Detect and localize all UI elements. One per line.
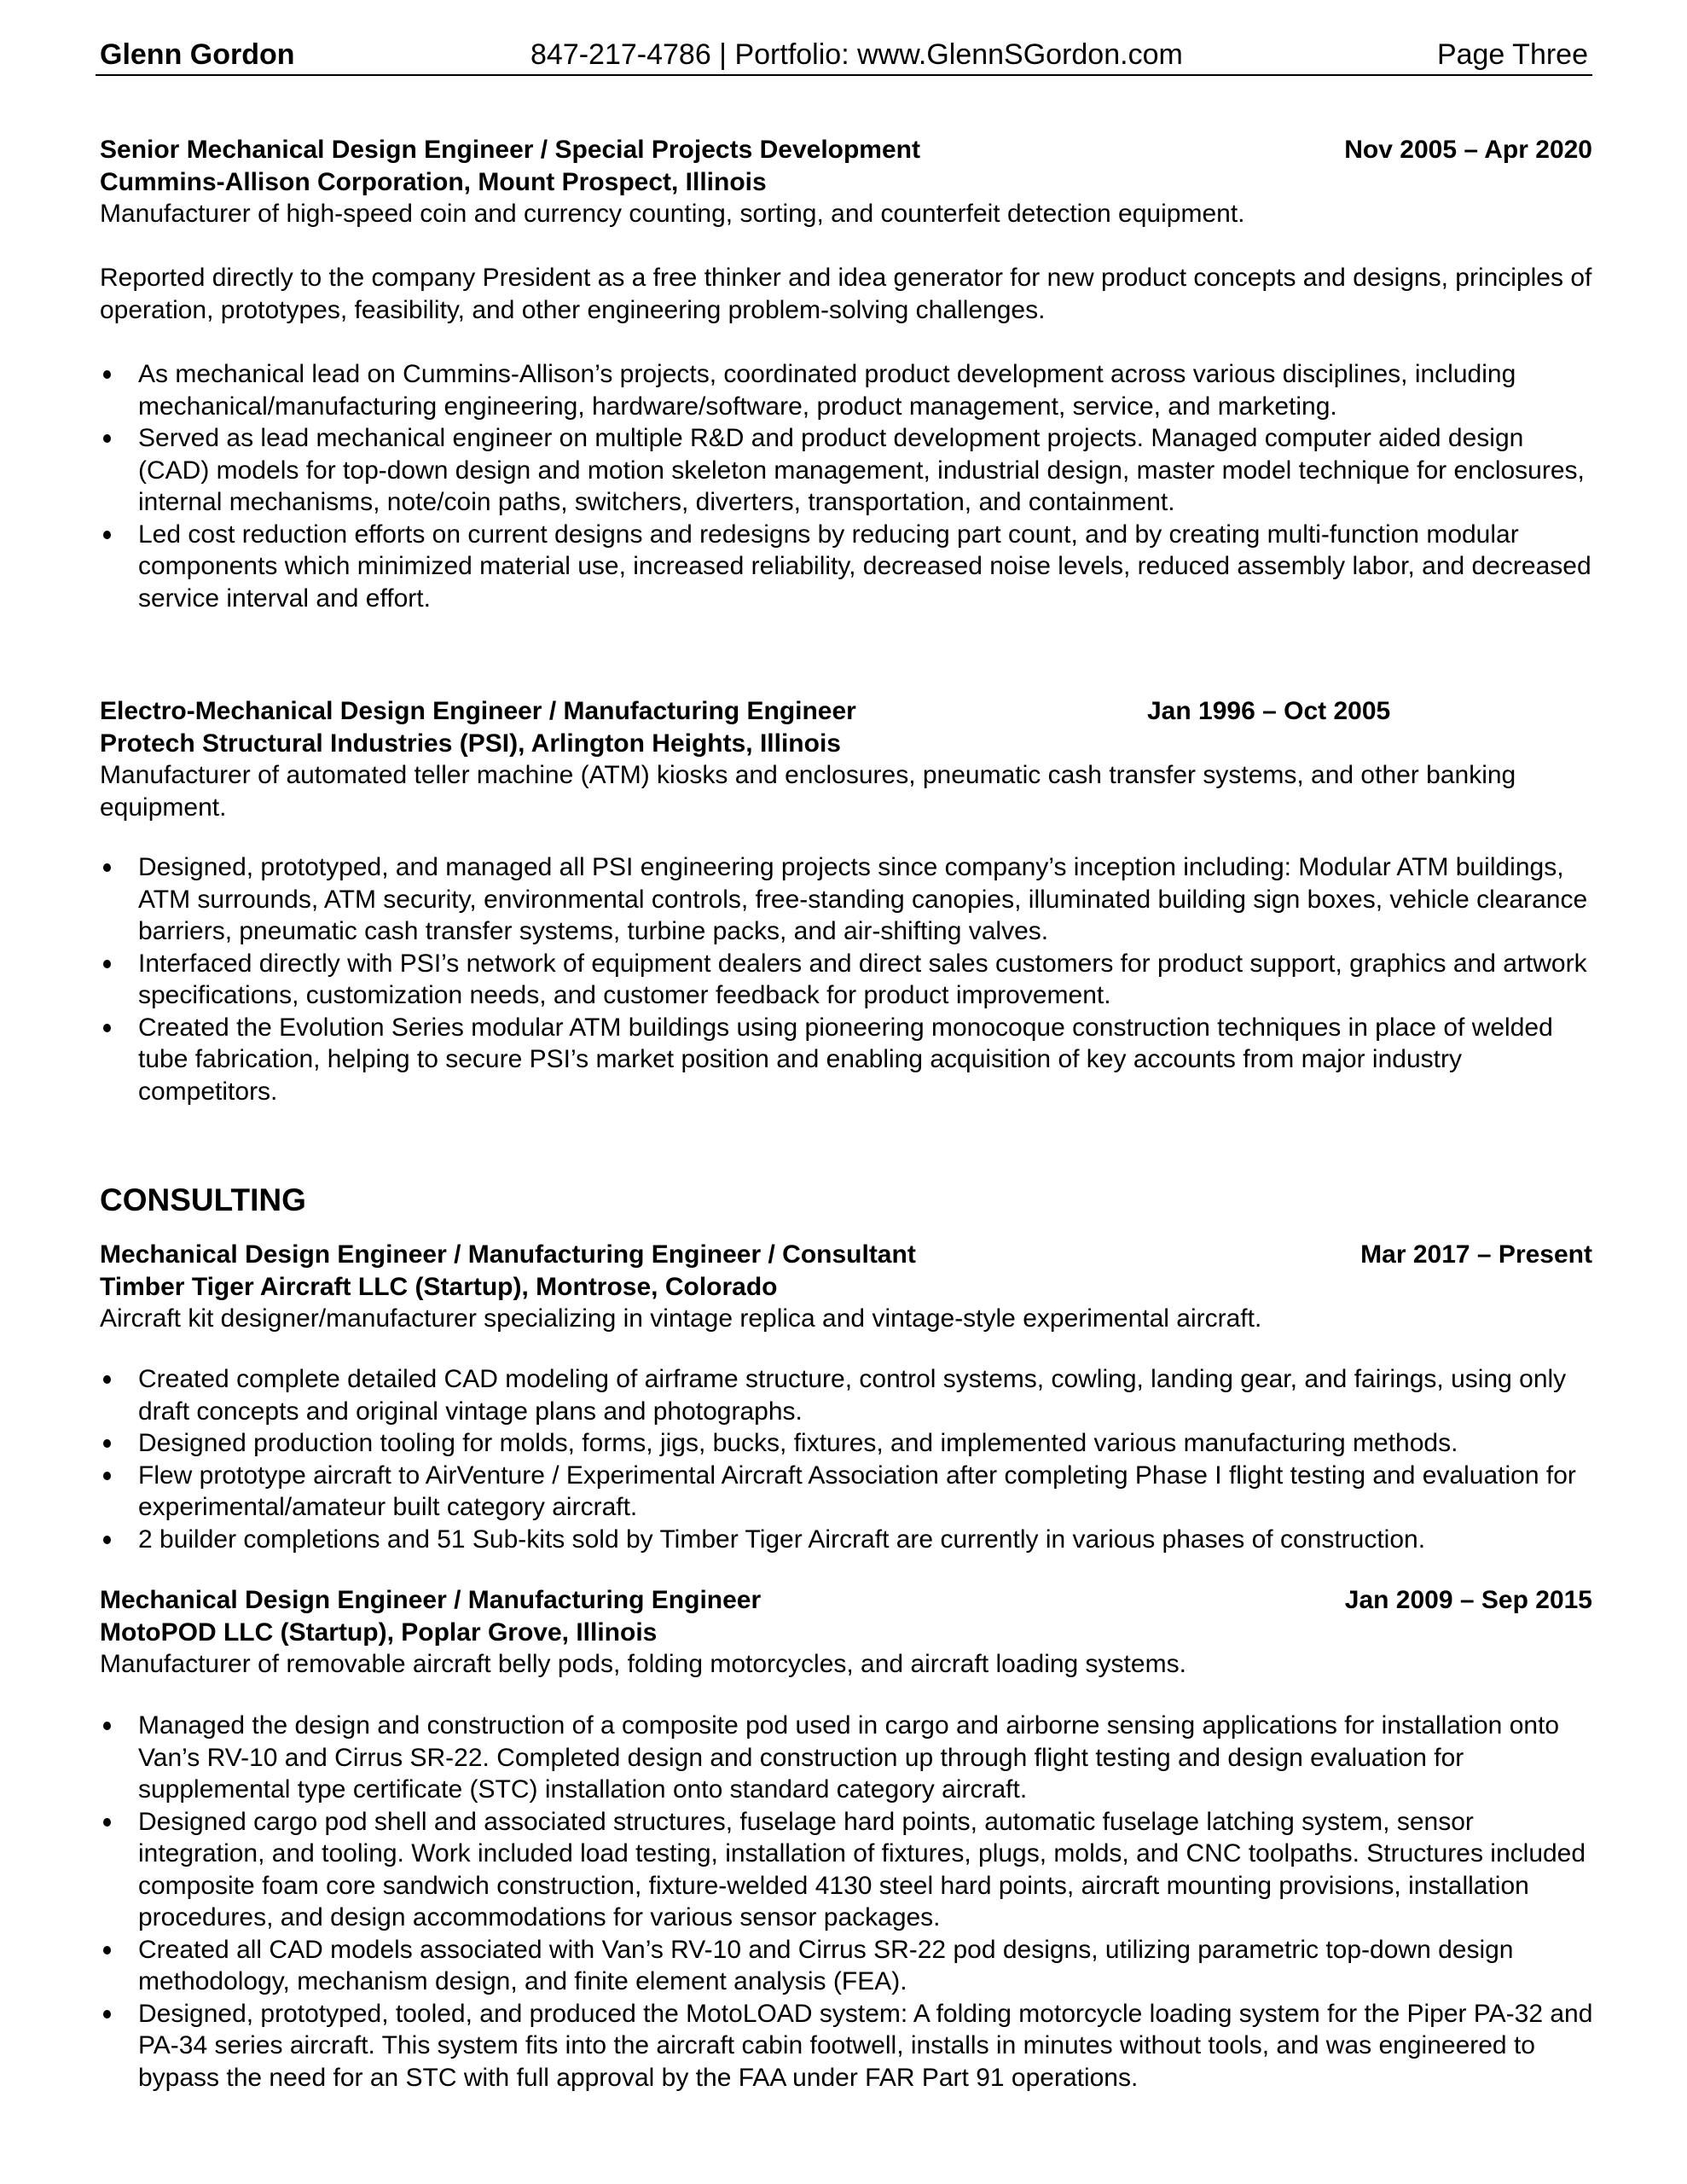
bullet-icon	[103, 2010, 111, 2018]
list-item: Designed cargo pod shell and associated structures, fuselage hard points, automatic fuselage latching system, sensor integration, and tooling. Work included load testing, installation of fixtures, plugs, molds, and CNC toolpaths. Structures included composite foam core sandwich construction, fixture-welded 4130 steel hard points, aircraft mounting provisions, installation procedures, and design accommodations for various sensor packages.	[100, 1806, 1601, 1934]
job-summary	[100, 262, 1601, 326]
company-description: Manufacturer of removable aircraft belly pods, folding motorcycles, and aircraft loading systems.	[100, 1650, 1186, 1678]
job-title-row	[100, 1239, 1592, 1271]
company-description: Manufacturer of automated teller machine (ATM) kiosks and enclosures, pneumatic cash transfer systems, and other banking equipment.	[100, 761, 1516, 822]
bullet-icon	[103, 1818, 111, 1827]
page-label: Page Three	[1436, 38, 1588, 71]
section-heading-consulting: CONSULTING	[100, 1182, 306, 1217]
job-dates: Jan 2009 – Sep 2015	[1344, 1586, 1592, 1614]
bullet-icon	[103, 1472, 111, 1480]
job-title: Mechanical Design Engineer / Manufacturing Engineer / Consultant	[100, 1240, 916, 1269]
job-entry	[100, 695, 1592, 823]
job-title-row	[100, 1584, 1592, 1617]
company-description: Aircraft kit designer/manufacturer specializing in vintage replica and vintage-style experimental aircraft.	[100, 1304, 1262, 1333]
bullet-icon	[103, 531, 111, 539]
job-company: Protech Structural Industries (PSI), Arlington Heights, Illinois	[100, 729, 841, 758]
bullet-icon	[103, 863, 111, 872]
job-bullets	[100, 1363, 1601, 1555]
list-item: Led cost reduction efforts on current designs and redesigns by reducing part count, and by creating multi-function modular components which minimized material use, increased reliability, decreased noise levels, reduced assembly labor, and decreased service interval and effort.	[100, 519, 1601, 615]
list-item: Designed, prototyped, tooled, and produced the MotoLOAD system: A folding motorcycle loading system for the Piper PA-32 and PA-34 series aircraft. This system fits into the aircraft cabin footwell, installs in minutes without tools, and was engineered to bypass the need for an STC with full approval by the FAA under FAR Part 91 operations.	[100, 1998, 1601, 2094]
job-title: Senior Mechanical Design Engineer / Special Projects Development	[100, 136, 920, 164]
list-item: As mechanical lead on Cummins-Allison’s projects, coordinated product development across various disciplines, including mechanical/manufacturing engineering, hardware/software, product management, service, and marketing.	[100, 358, 1601, 422]
job-bullets	[100, 358, 1601, 614]
bullet-icon	[103, 1375, 111, 1384]
bullet-icon	[103, 1024, 111, 1032]
job-company: MotoPOD LLC (Startup), Poplar Grove, Illinois	[100, 1618, 658, 1647]
job-title-row	[100, 695, 1592, 728]
job-company: Cummins-Allison Corporation, Mount Prospect, Illinois	[100, 167, 767, 196]
bullet-icon	[103, 434, 111, 443]
company-description: Manufacturer of high-speed coin and currency counting, sorting, and counterfeit detection equipment.	[100, 200, 1245, 228]
bullet-icon	[103, 1722, 111, 1730]
job-dates: Nov 2005 – Apr 2020	[1344, 136, 1592, 164]
bullet-icon	[103, 370, 111, 379]
job-dates: Mar 2017 – Present	[1360, 1240, 1592, 1269]
job-dates: Jan 1996 – Oct 2005	[1147, 697, 1391, 725]
bullet-icon	[103, 1536, 111, 1544]
contact-info: 847-217-4786 | Portfolio: www.GlennSGordon.com	[530, 38, 1183, 71]
job-bullets	[100, 851, 1601, 1107]
bullet-icon	[103, 960, 111, 968]
job-title-row	[100, 134, 1592, 166]
job-title: Mechanical Design Engineer / Manufacturing Engineer	[100, 1586, 762, 1614]
candidate-name: Glenn Gordon	[100, 38, 295, 71]
list-item: Created complete detailed CAD modeling of airframe structure, control systems, cowling, landing gear, and fairings, using only draft concepts and original vintage plans and photographs.	[100, 1363, 1601, 1427]
list-item: Managed the design and construction of a composite pod used in cargo and airborne sensing applications for installation onto Van’s RV-10 and Cirrus SR-22. Completed design and construction up through flight testing and design evaluation for supplemental type certificate (STC) installation onto standard category aircraft.	[100, 1710, 1601, 1806]
list-item: 2 builder completions and 51 Sub-kits sold by Timber Tiger Aircraft are currently in various phases of construction.	[100, 1524, 1601, 1556]
list-item: Created the Evolution Series modular ATM buildings using pioneering monocoque construction techniques in place of welded tube fabrication, helping to secure PSI’s market position and enabling acquisition of key accounts from major industry competitors.	[100, 1012, 1601, 1108]
job-bullets	[100, 1710, 1601, 2094]
list-item: Served as lead mechanical engineer on multiple R&D and product development projects. Managed computer aided design (CAD) models for top-down design and motion skeleton management, industrial design, master model technique for enclosures, internal mechanisms, note/coin paths, switchers, diverters, transportation, and containment.	[100, 422, 1601, 519]
list-item: Designed production tooling for molds, forms, jigs, bucks, fixtures, and implemented various manufacturing methods.	[100, 1427, 1601, 1460]
job-summary-text: Reported directly to the company President as a free thinker and idea generator for new product concepts and designs, principles of operation, prototypes, feasibility, and other engineering problem-solving challenges.	[100, 264, 1592, 324]
list-item: Created all CAD models associated with Van’s RV-10 and Cirrus SR-22 pod designs, utilizing parametric top-down design methodology, mechanism design, and finite element analysis (FEA).	[100, 1934, 1601, 1998]
bullet-icon	[103, 1946, 111, 1955]
list-item: Flew prototype aircraft to AirVenture / Experimental Aircraft Association after completing Phase I flight testing and evaluation for experimental/amateur built category aircraft.	[100, 1460, 1601, 1524]
job-title: Electro-Mechanical Design Engineer / Manufacturing Engineer	[100, 697, 856, 725]
bullet-icon	[103, 1439, 111, 1448]
list-item: Interfaced directly with PSI’s network of equipment dealers and direct sales customers for product support, graphics and artwork specifications, customization needs, and customer feedback for product improvement.	[100, 948, 1601, 1012]
job-company: Timber Tiger Aircraft LLC (Startup), Montrose, Colorado	[100, 1272, 778, 1301]
job-entry	[100, 1239, 1592, 1335]
page-header	[100, 38, 1588, 72]
job-entry	[100, 1584, 1592, 1681]
job-entry	[100, 134, 1592, 230]
header-divider	[96, 74, 1592, 76]
list-item: Designed, prototyped, and managed all PSI engineering projects since company’s inception including: Modular ATM buildings, ATM surrounds, ATM security, environmental controls, free-standing canopies, illuminated building sign boxes, vehicle clearance barriers, pneumatic cash transfer systems, turbine packs, and air-shifting valves.	[100, 851, 1601, 948]
